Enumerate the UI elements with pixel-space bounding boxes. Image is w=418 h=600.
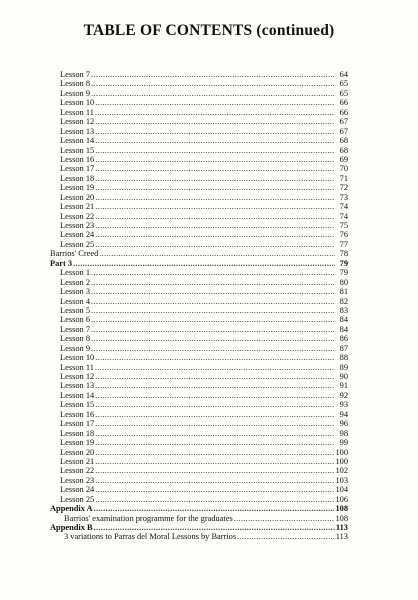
- toc-entry-label: Lesson 15: [60, 400, 95, 410]
- toc-entry-label: Lesson 10: [60, 353, 95, 363]
- toc-entry: [50, 381, 348, 390]
- dot-leader: [91, 268, 335, 277]
- toc-entry: [50, 334, 348, 343]
- toc-entry-label: Lesson 2: [60, 277, 91, 287]
- toc-entry: [50, 98, 348, 107]
- dot-leader: [95, 476, 334, 485]
- dot-leader: [95, 202, 335, 211]
- dot-leader: [91, 89, 335, 98]
- toc-entry-label: Lesson 20: [60, 447, 95, 457]
- toc-entry-page: 80: [339, 277, 348, 287]
- toc-entry-label: Lesson 6: [60, 315, 91, 325]
- toc-entry-page: 98: [339, 428, 348, 438]
- toc-entry-page: 113: [335, 532, 348, 542]
- dot-leader: [95, 183, 335, 192]
- toc-entry-label: Appendix B: [50, 523, 93, 532]
- toc-entry-label: Lesson 14: [60, 136, 95, 146]
- toc-entry-label: Lesson 21: [60, 202, 95, 212]
- toc-entry-label: Lesson 15: [60, 145, 95, 155]
- dot-leader: [95, 127, 335, 136]
- toc-entry-page: 100: [335, 456, 348, 466]
- toc-entry-label: Lesson 24: [60, 485, 95, 495]
- toc-entry-label: Lesson 20: [60, 192, 95, 202]
- toc-entry: [50, 372, 348, 381]
- toc-entry-label: Barrios' examination programme for the graduates: [64, 513, 233, 523]
- dot-leader: [94, 523, 335, 532]
- toc-entry: [50, 212, 348, 221]
- toc-entry-page: 82: [339, 296, 348, 306]
- toc-entry: [50, 146, 348, 155]
- toc-entry-page: 74: [339, 202, 348, 212]
- toc-entry-page: 75: [339, 221, 348, 230]
- dot-leader: [91, 325, 335, 334]
- toc-entry-page: 99: [339, 438, 348, 448]
- toc-entry-page: 102: [335, 466, 348, 476]
- dot-leader: [95, 230, 335, 239]
- dot-leader: [234, 514, 335, 523]
- toc-entry: [50, 117, 348, 126]
- toc-entry: [50, 523, 348, 532]
- toc-entry-label: Part 3: [50, 258, 73, 268]
- toc-entry-page: 93: [339, 400, 348, 410]
- toc-entry-label: Lesson 16: [60, 409, 95, 419]
- dot-leader: [91, 79, 335, 88]
- toc-entry-page: 70: [339, 164, 348, 174]
- dot-leader: [99, 249, 335, 258]
- toc-entry-label: Lesson 8: [60, 334, 91, 344]
- toc-entry: [50, 268, 348, 277]
- dot-leader: [95, 164, 335, 173]
- toc-entry: [50, 514, 348, 523]
- toc-entry-label: Lesson 17: [60, 419, 95, 429]
- dot-leader: [95, 466, 334, 475]
- dot-leader: [95, 108, 335, 117]
- toc-entry: [50, 108, 348, 117]
- dot-leader: [95, 410, 335, 419]
- toc-entry: [50, 70, 348, 79]
- toc-entry: [50, 240, 348, 249]
- toc-entry-label: Lesson 13: [60, 381, 95, 391]
- toc-entry: [50, 155, 348, 164]
- toc-entry: [50, 466, 348, 475]
- toc-entry-page: 77: [339, 239, 348, 249]
- toc-entry: [50, 174, 348, 183]
- dot-leader: [91, 334, 335, 343]
- toc-entry-page: 100: [335, 447, 348, 457]
- toc-entry: [50, 532, 348, 541]
- dot-leader: [95, 221, 335, 230]
- toc-entry-label: Lesson 25: [60, 239, 95, 249]
- dot-leader: [95, 117, 335, 126]
- toc-entry: [50, 457, 348, 466]
- toc-entry: [50, 127, 348, 136]
- toc-entry: [50, 221, 348, 230]
- page-title: TABLE OF CONTENTS (continued): [83, 22, 335, 39]
- toc-entry-page: 86: [339, 334, 348, 344]
- dot-leader: [95, 353, 335, 362]
- toc-entry-label: Lesson 10: [60, 98, 95, 108]
- dot-leader: [95, 391, 335, 400]
- toc-entry-page: 84: [339, 324, 348, 334]
- dot-leader: [95, 438, 335, 447]
- toc-entry-label: Lesson 14: [60, 390, 95, 400]
- toc-entry-label: Lesson 18: [60, 428, 95, 438]
- toc-entry-page: 106: [335, 494, 348, 504]
- toc-entry: [50, 193, 348, 202]
- toc-list: [50, 70, 348, 542]
- dot-leader: [95, 363, 335, 372]
- toc-entry-page: 72: [339, 183, 348, 193]
- toc-entry-label: Lesson 7: [60, 70, 91, 79]
- toc-entry: [50, 485, 348, 494]
- dot-leader: [94, 504, 335, 513]
- toc-entry: [50, 363, 348, 372]
- dot-leader: [95, 372, 335, 381]
- toc-entry: [50, 504, 348, 513]
- toc-entry-page: 96: [339, 419, 348, 429]
- dot-leader: [73, 259, 335, 268]
- toc-entry-page: 74: [339, 211, 348, 221]
- toc-entry: [50, 297, 348, 306]
- toc-entry-page: 78: [339, 249, 348, 259]
- toc-entry-page: 65: [339, 88, 348, 98]
- toc-entry-page: 103: [335, 475, 348, 485]
- toc-entry: [50, 164, 348, 173]
- dot-leader: [91, 297, 335, 306]
- toc-entry: [50, 325, 348, 334]
- dot-leader: [95, 485, 334, 494]
- toc-entry-page: 84: [339, 315, 348, 325]
- toc-entry-label: Lesson 23: [60, 221, 95, 230]
- dot-leader: [95, 146, 335, 155]
- toc-entry-label: Lesson 11: [60, 107, 94, 117]
- toc-entry: [50, 306, 348, 315]
- dot-leader: [95, 174, 335, 183]
- dot-leader: [91, 70, 335, 79]
- toc-entry-page: 89: [339, 362, 348, 372]
- toc-entry-label: 3 variations to Parras del Moral Lessons by Barrios: [64, 532, 237, 542]
- dot-leader: [95, 381, 335, 390]
- toc-entry-page: 87: [339, 343, 348, 353]
- toc-entry-label: Lesson 12: [60, 372, 95, 381]
- toc-entry-label: Lesson 13: [60, 126, 95, 136]
- dot-leader: [95, 429, 335, 438]
- toc-entry-label: Lesson 9: [60, 343, 91, 353]
- toc-entry: [50, 202, 348, 211]
- toc-entry: [50, 448, 348, 457]
- toc-entry: [50, 438, 348, 447]
- toc-entry: [50, 344, 348, 353]
- toc-entry-label: Lesson 21: [60, 456, 95, 466]
- toc-entry-page: 67: [339, 126, 348, 136]
- dot-leader: [95, 457, 334, 466]
- toc-entry-label: Lesson 11: [60, 362, 94, 372]
- toc-entry-label: Lesson 22: [60, 211, 95, 221]
- toc-entry-page: 92: [339, 390, 348, 400]
- toc-entry: [50, 79, 348, 88]
- dot-leader: [95, 98, 335, 107]
- dot-leader: [95, 240, 335, 249]
- toc-entry-label: Lesson 19: [60, 183, 95, 193]
- toc-entry-label: Lesson 23: [60, 475, 95, 485]
- toc-entry-label: Lesson 25: [60, 494, 95, 504]
- toc-entry-label: Appendix A: [50, 504, 93, 514]
- toc-entry-page: 91: [339, 381, 348, 391]
- toc-entry-page: 71: [339, 173, 348, 183]
- dot-leader: [91, 278, 335, 287]
- toc-entry-page: 79: [339, 258, 348, 268]
- dot-leader: [237, 532, 335, 541]
- toc-entry-page: 66: [339, 98, 348, 108]
- toc-entry-label: Lesson 12: [60, 117, 95, 127]
- toc-entry: [50, 249, 348, 258]
- toc-entry: [50, 278, 348, 287]
- toc-entry-page: 79: [339, 268, 348, 278]
- dot-leader: [91, 287, 335, 296]
- toc-entry-label: Lesson 7: [60, 324, 91, 334]
- dot-leader: [91, 315, 335, 324]
- toc-entry: [50, 230, 348, 239]
- toc-entry-page: 69: [339, 154, 348, 164]
- toc-entry-page: 108: [335, 513, 348, 523]
- toc-entry-page: 67: [339, 117, 348, 127]
- toc-entry-page: 88: [339, 353, 348, 363]
- toc-entry: [50, 410, 348, 419]
- toc-entry-label: Lesson 16: [60, 154, 95, 164]
- toc-entry-page: 81: [339, 287, 348, 297]
- toc-entry-page: 108: [335, 504, 348, 514]
- toc-entry: [50, 287, 348, 296]
- toc-entry: [50, 429, 348, 438]
- toc-entry-label: Lesson 3: [60, 287, 91, 297]
- toc-entry-label: Barrios' Creed: [50, 249, 99, 259]
- toc-entry: [50, 89, 348, 98]
- toc-entry-page: 64: [339, 70, 348, 79]
- toc-entry-page: 66: [339, 107, 348, 117]
- dot-leader: [95, 155, 335, 164]
- dot-leader: [95, 495, 334, 504]
- toc-entry-page: 94: [339, 409, 348, 419]
- toc-entry-page: 83: [339, 305, 348, 315]
- dot-leader: [91, 344, 335, 353]
- toc-entry: [50, 400, 348, 409]
- dot-leader: [95, 136, 335, 145]
- dot-leader: [95, 400, 335, 409]
- toc-entry-page: 73: [339, 192, 348, 202]
- toc-entry: [50, 136, 348, 145]
- dot-leader: [95, 448, 334, 457]
- dot-leader: [91, 306, 335, 315]
- toc-entry-label: Lesson 22: [60, 466, 95, 476]
- toc-entry: [50, 259, 348, 268]
- toc-entry-page: 113: [335, 523, 348, 532]
- dot-leader: [95, 193, 335, 202]
- toc-entry-page: 76: [339, 230, 348, 240]
- dot-leader: [95, 419, 335, 428]
- toc-entry-page: 65: [339, 79, 348, 89]
- toc-entry-label: Lesson 17: [60, 164, 95, 174]
- toc-entry-page: 68: [339, 136, 348, 146]
- toc-entry-label: Lesson 24: [60, 230, 95, 240]
- dot-leader: [95, 212, 335, 221]
- toc-entry: [50, 476, 348, 485]
- toc-entry-page: 90: [339, 372, 348, 381]
- toc-entry-label: Lesson 9: [60, 88, 91, 98]
- toc-entry: [50, 353, 348, 362]
- toc-entry: [50, 315, 348, 324]
- toc-entry-label: Lesson 1: [60, 268, 91, 278]
- toc-entry: [50, 419, 348, 428]
- toc-entry-label: Lesson 18: [60, 173, 95, 183]
- toc-entry: [50, 495, 348, 504]
- toc-entry: [50, 183, 348, 192]
- toc-entry-label: Lesson 5: [60, 305, 91, 315]
- toc-entry-label: Lesson 8: [60, 79, 91, 89]
- toc-entry-label: Lesson 4: [60, 296, 91, 306]
- toc-entry-page: 68: [339, 145, 348, 155]
- toc-entry: [50, 391, 348, 400]
- toc-entry-label: Lesson 19: [60, 438, 95, 448]
- toc-entry-page: 104: [335, 485, 348, 495]
